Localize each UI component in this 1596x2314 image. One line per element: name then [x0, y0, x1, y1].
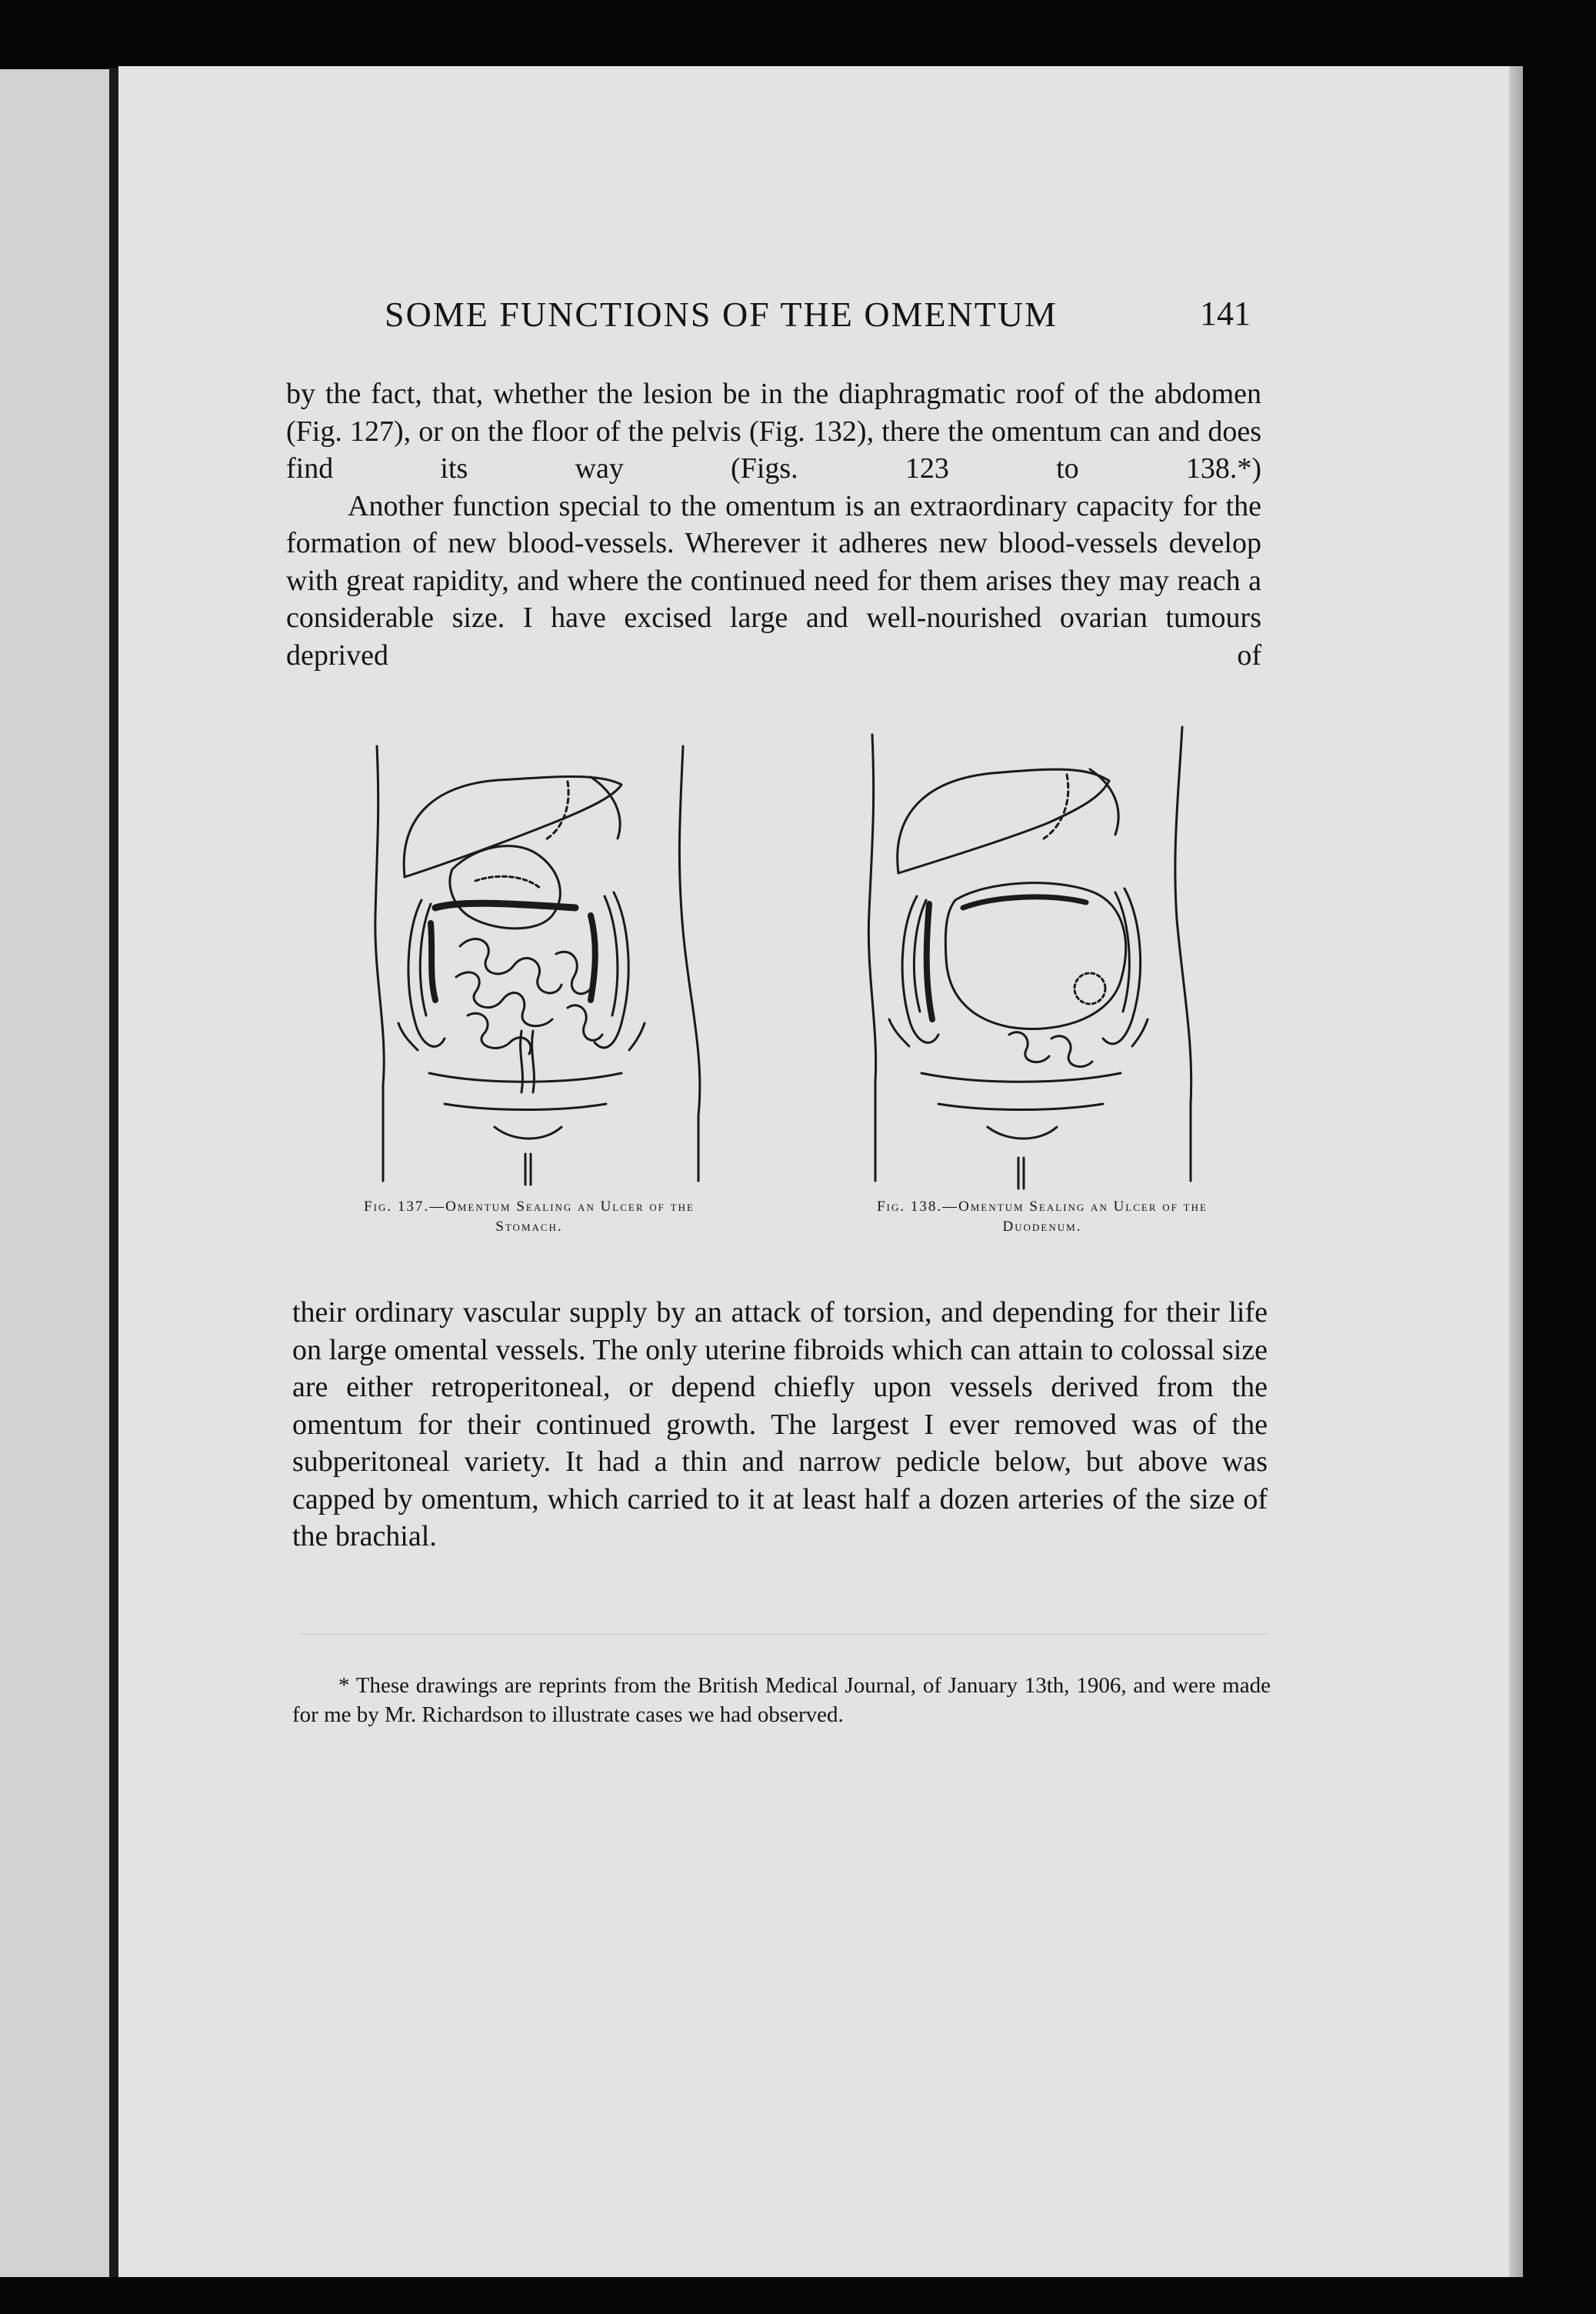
footnote — [292, 1671, 1271, 1729]
paragraph-vascular-supply: their ordinary vascular supply by an attack of torsion, and depending for their life on large omental vessels. The only uterine fibroids which can attain to colossal size are either retroperitoneal, or depend chiefly upon vessels derived from the omentum for their continued growth. The largest I ever removed was of the subperitoneal variety. It had a thin and narrow pedicle below, but above was capped by omentum, which carried to it at least half a dozen arteries of the size of the brachial. — [292, 1296, 1268, 1552]
figure-137-caption-line2: Stomach. — [495, 1219, 563, 1235]
figure-137-caption-line1: Fig. 137.—Omentum Sealing an Ulcer of the — [364, 1199, 695, 1215]
footnote-divider — [300, 1634, 1269, 1635]
figure-138-illustration — [855, 712, 1205, 1192]
page-edge-right — [1509, 66, 1523, 2277]
paragraph-blood-vessels: Another function special to the omentum is an extraordinary capacity for the formation of new blood-vessels. Wherever it adheres new blood-vessels develop with great rapidity, and where the continued need for them arises they may reach a considerable size. I have excised large and well-nourished ovarian tumours deprived of — [286, 489, 1261, 672]
figure-138-caption — [804, 1197, 1281, 1237]
footnote-text: * These drawings are reprints from the British Medical Journal, of January 13th, 1906, and were made for me by Mr. Richardson to illustrate cases we had observed. — [292, 1673, 1271, 1727]
body-text-top — [286, 375, 1261, 674]
paragraph-continued: by the fact, that, whether the lesion be in the diaphragmatic roof of the abdomen (Fig. 127), or on the floor of the pelvis (Fig. 132), there the omentum can and does find its way (Figs. 123 to 138.*) — [286, 378, 1261, 485]
scan-margin-left — [0, 69, 109, 2277]
figure-138-caption-line2: Duodenum. — [1002, 1219, 1082, 1235]
figure-137-caption — [291, 1197, 768, 1237]
figure-137-illustration — [360, 723, 714, 1192]
body-text-bottom — [292, 1294, 1268, 1555]
page-number: 141 — [1200, 295, 1251, 332]
running-head — [385, 294, 1261, 340]
page-gutter-shadow — [109, 68, 118, 2277]
figure-138-caption-line1: Fig. 138.—Omentum Sealing an Ulcer of the — [877, 1199, 1208, 1215]
running-head-title: SOME FUNCTIONS OF THE OMENTUM — [385, 295, 1058, 334]
